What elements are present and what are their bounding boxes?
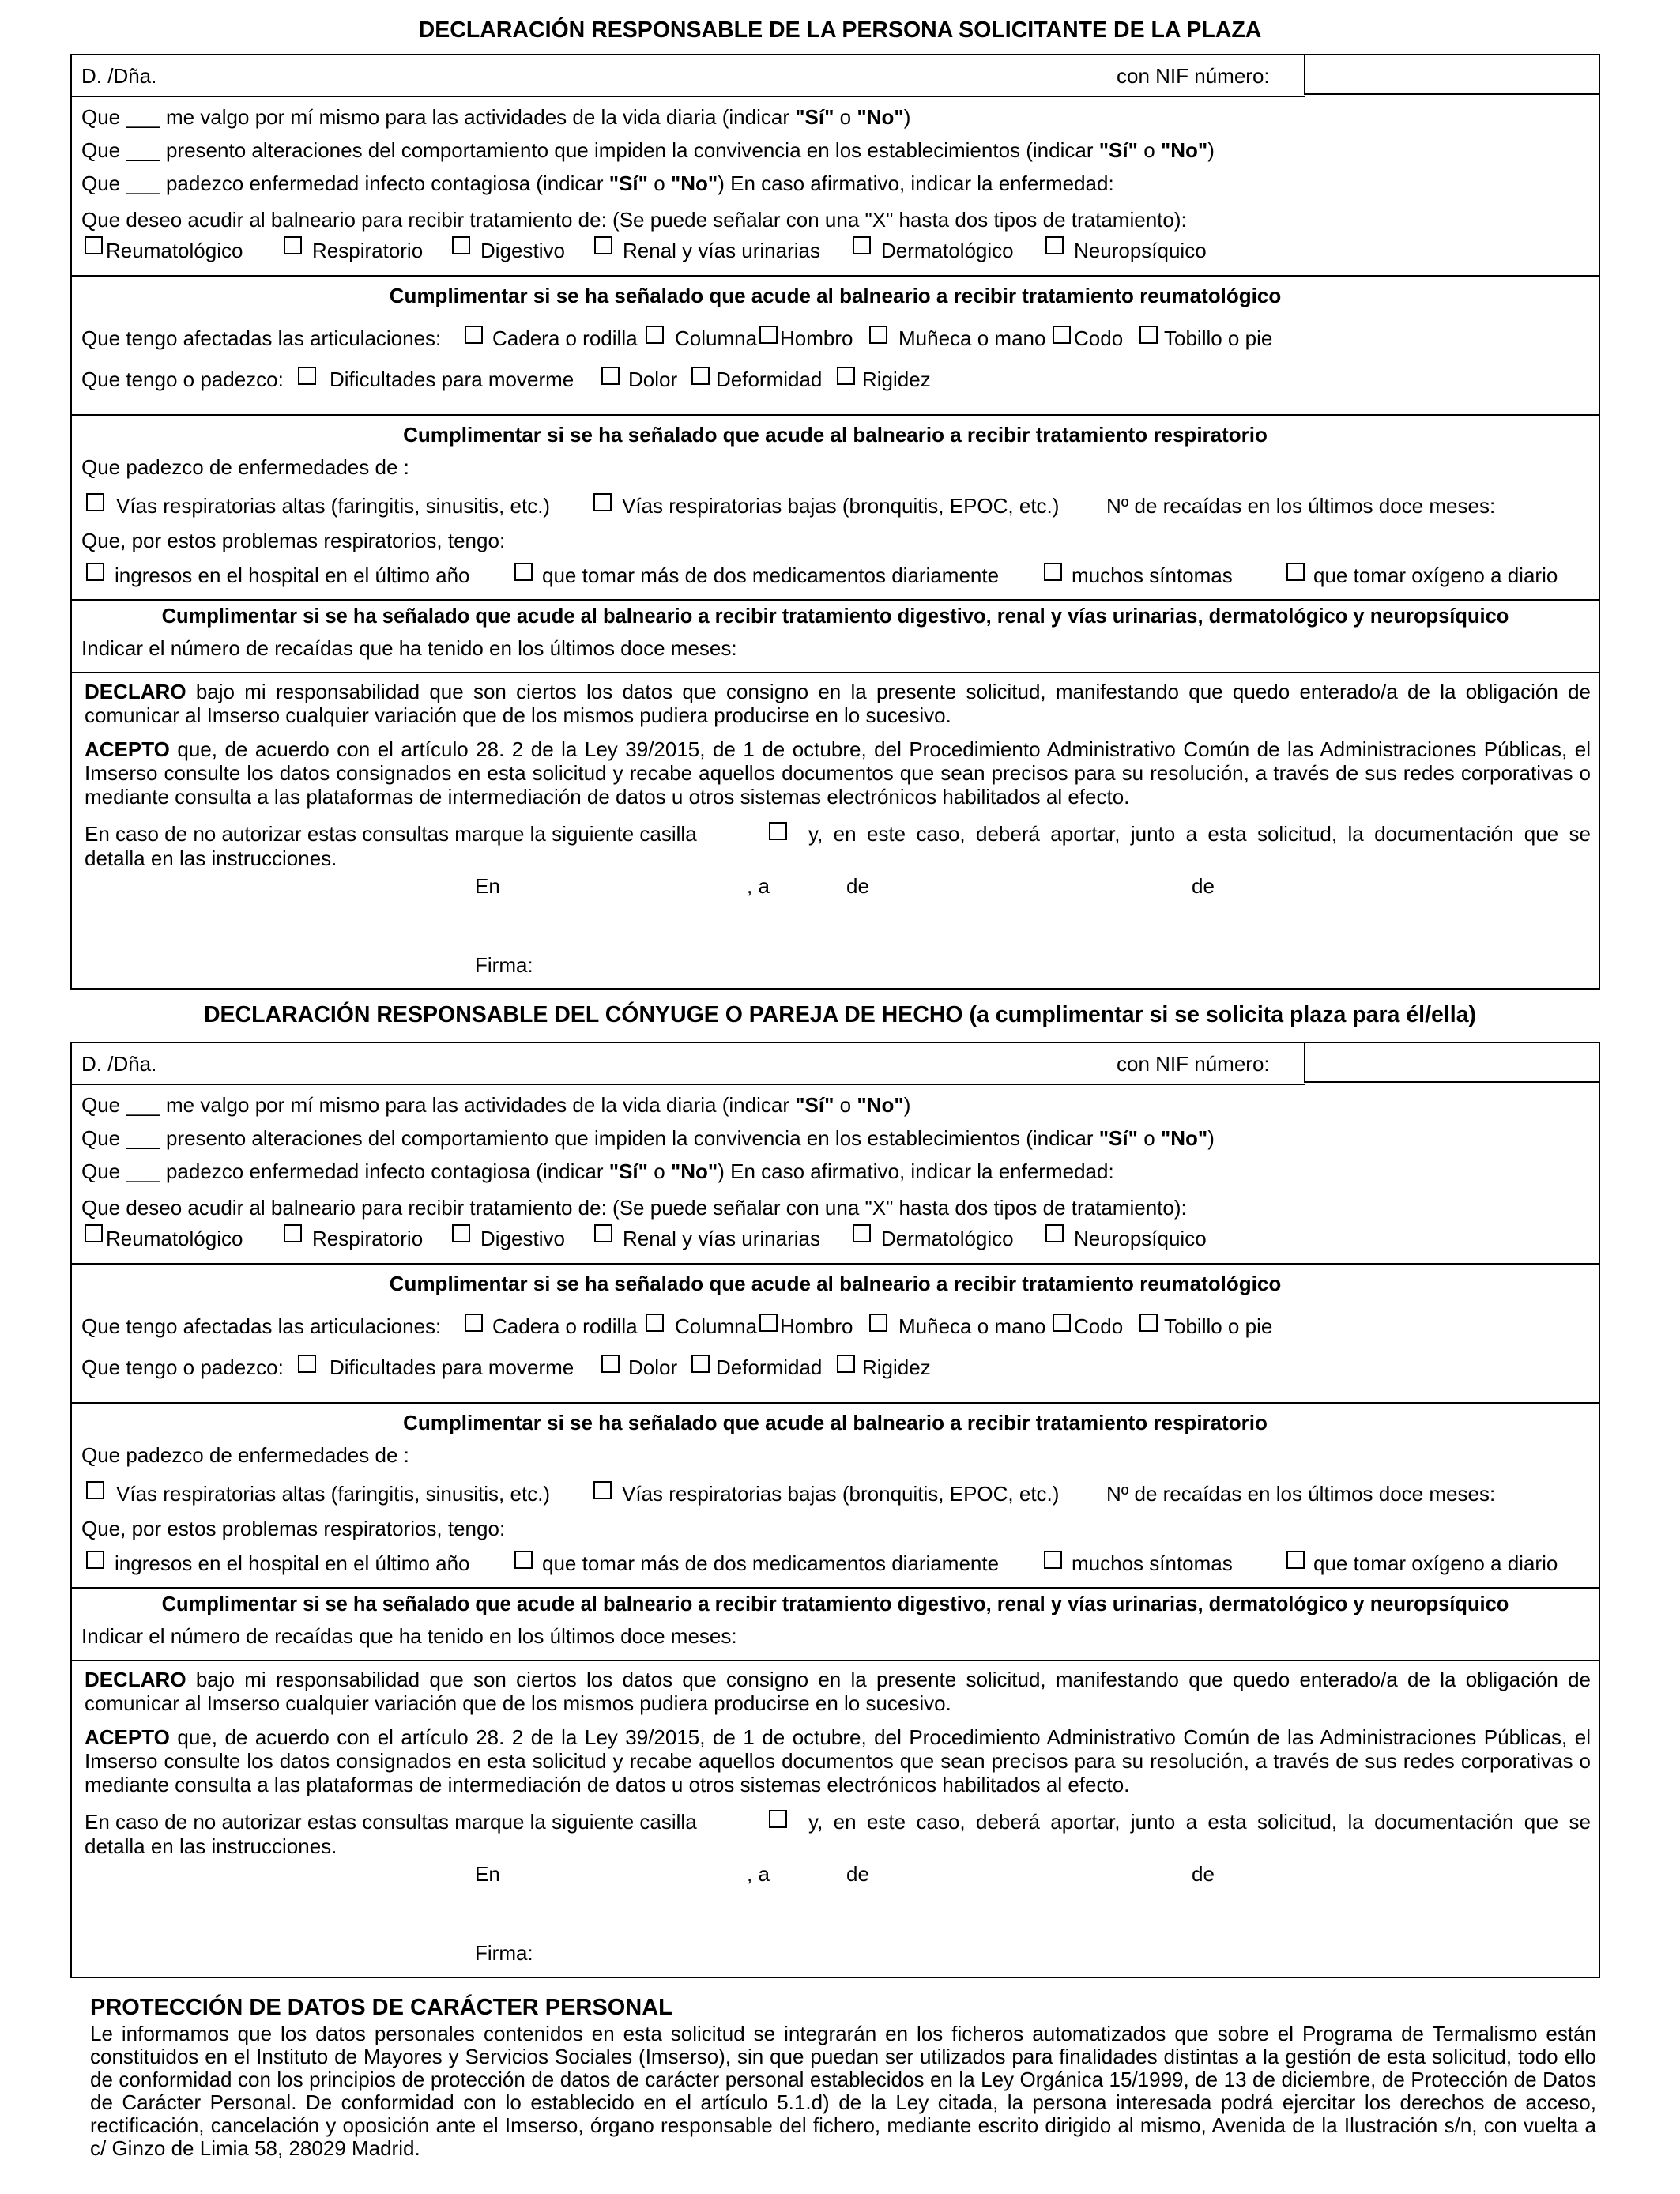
treatment-label: Neuropsíquico [1074,1227,1207,1250]
checkbox-oxigeno[interactable] [1286,563,1305,581]
checkbox-reumatologico[interactable] [85,1224,103,1242]
padezco-option: Dolor [628,1355,678,1379]
recaidas-indicar: Indicar el número de recaídas que ha tenido en los últimos doce meses: [81,1624,737,1648]
section-title-reuma: Cumplimentar si se ha señalado que acude al balneario a recibir tratamiento reumatológico [389,284,1282,307]
articulacion-label: Columna [675,1314,758,1338]
recaidas-label: Nº de recaídas en los últimos doce meses: [1106,1482,1496,1506]
checkbox-rigidez[interactable] [837,1355,855,1373]
question-self-sufficient: Que ___ me valgo por mí mismo para las actividades de la vida diaria (indicar "Sí" o "No") [81,105,911,129]
divider [72,1402,1599,1404]
checkbox-renal[interactable] [594,236,612,254]
checkbox-ingresos[interactable] [86,1551,104,1569]
checkbox-dolor[interactable] [601,1355,620,1373]
divider [72,96,1305,97]
name-label: D. /Dña. [81,64,157,88]
checkbox-medicamentos[interactable] [514,1551,533,1569]
checkbox-columna[interactable] [646,1314,664,1332]
checkbox-respiratorio[interactable] [284,1224,302,1242]
checkbox-digestivo[interactable] [452,1224,470,1242]
divider [72,1084,1305,1085]
treatment-label: Digestivo [480,1227,565,1250]
nif-field[interactable] [1304,55,1599,95]
divider [72,275,1599,277]
resp-option: ingresos en el hospital en el último año [115,1551,470,1575]
checkbox-resp-bajas[interactable] [593,493,612,511]
section-title-resp: Cumplimentar si se ha señalado que acude al balneario a recibir tratamiento respiratorio [403,1411,1268,1434]
resp-problems: Que, por estos problemas respiratorios, tengo: [81,529,506,552]
firma-label: Firma: [475,953,533,977]
checkbox-hombro[interactable] [759,1314,778,1332]
checkbox-ingresos[interactable] [86,563,104,581]
name-label: D. /Dña. [81,1052,157,1076]
articulacion-label: Muñeca o mano [898,326,1046,350]
checkbox-sintomas[interactable] [1044,1551,1062,1569]
section-title-digestivo: Cumplimentar si se ha señalado que acude al balneario a recibir tratamiento digestivo, renal y vías urinarias, dermatológico y neuropsíquico [161,1593,1509,1615]
fecha-a-label: , a [747,1862,770,1886]
resp-option: muchos síntomas [1072,1551,1233,1575]
treatment-label: Renal y vías urinarias [623,1227,820,1250]
checkbox-dermatologico[interactable] [853,1224,871,1242]
checkbox-resp-altas[interactable] [86,1481,104,1499]
form-title-spouse [0,1002,1680,1028]
resp-option: que tomar más de dos medicamentos diariamente [542,1551,1000,1575]
checkbox-reumatologico[interactable] [85,236,103,254]
divider [72,1660,1599,1661]
checkbox-codo[interactable] [1053,1314,1071,1332]
resp-option: que tomar oxígeno a diario [1313,564,1558,587]
articulacion-label: Cadera o rodilla [492,326,638,350]
articulacion-label: Codo [1074,326,1124,350]
divider [72,1587,1599,1589]
recaidas-label: Nº de recaídas en los últimos doce meses: [1106,494,1496,518]
applicant-declaration-form [70,54,1600,990]
padezco-label: Que tengo o padezco: [81,1355,284,1379]
checkbox-digestivo[interactable] [452,236,470,254]
checkbox-dificultades[interactable] [298,367,316,385]
divider [72,414,1599,416]
lugar-label: En [475,874,500,898]
resp-bajas-label: Vías respiratorias bajas (bronquitis, EPOC, etc.) [622,1482,1060,1506]
checkbox-renal[interactable] [594,1224,612,1242]
checkbox-deformidad[interactable] [691,367,710,385]
title-spouse-main: DECLARACIÓN RESPONSABLE DEL CÓNYUGE O PAREJA DE HECHO [203,1002,963,1027]
checkbox-tobillo[interactable] [1139,1314,1158,1332]
padezco-option: Rigidez [862,368,931,391]
resp-intro: Que padezco de enfermedades de : [81,455,409,479]
consultas-text-cont: y, en este caso, deberá aportar, junto a esta solicitud, la documentación que se [808,1810,1591,1834]
fecha-a-label: , a [747,874,770,898]
data-protection-text: Le informamos que los datos personales contenidos en esta solicitud se integrarán en los ficheros automatizados que sobre el Programa de Termalismo están constituidos en el Instituto de Mayores y Servicios Sociales (Imserso), sin que puedan ser utilizados para finalidades distintas a la gestión de esta solicitud, todo ello de conformidad con los principios de protección de datos de carácter personal establecidos en la Ley Orgánica 15/1999, de 13 de diciembre, de Protección de Datos de Carácter Personal. De conformidad con lo establecido en el artículo 5.1.d) de la Ley citada, la persona interesada podrá ejercitar los derechos de acceso, rectificación, cancelación y oposición ante el Imserso, órgano responsable del fichero, mediante escrito dirigido al mismo, Avenida de la Ilustración s/n, con vuelta a c/ Ginzo de Limia 58, 28029 Madrid. [90,2022,1596,2160]
checkbox-hombro[interactable] [759,326,778,344]
lugar-label: En [475,1862,500,1886]
question-contagious: Que ___ padezco enfermedad infecto contagiosa (indicar "Sí" o "No") En caso afirmativo, indicar la enfermedad: [81,172,1114,195]
question-behaviour: Que ___ presento alteraciones del comportamiento que impiden la convivencia en los establecimientos (indicar "Sí" o "No") [81,1126,1215,1150]
padezco-option: Deformidad [716,368,823,391]
checkbox-oxigeno[interactable] [1286,1551,1305,1569]
checkbox-neuropsiquico[interactable] [1045,1224,1064,1242]
treatment-label: Reumatológico [106,1227,243,1250]
resp-option: ingresos en el hospital en el último año [115,564,470,587]
fecha-de-label: de [846,1862,869,1886]
resp-altas-label: Vías respiratorias altas (faringitis, sinusitis, etc.) [116,1482,551,1506]
consultas-text-line2: detalla en las instrucciones. [85,846,337,870]
checkbox-tobillo[interactable] [1139,326,1158,344]
section-title-resp: Cumplimentar si se ha señalado que acude al balneario a recibir tratamiento respiratorio [403,423,1268,447]
articulacion-label: Hombro [780,326,853,350]
fecha-de-label: de [1192,874,1215,898]
data-protection-title: PROTECCIÓN DE DATOS DE CARÁCTER PERSONAL [90,1995,672,2020]
checkbox-cadera[interactable] [465,326,483,344]
treatment-label: Dermatológico [881,239,1014,262]
checkbox-dificultades[interactable] [298,1355,316,1373]
articulacion-label: Cadera o rodilla [492,1314,638,1338]
treatment-label: Neuropsíquico [1074,239,1207,262]
treatment-label: Reumatológico [106,239,243,262]
resp-intro: Que padezco de enfermedades de : [81,1443,409,1467]
section-title-reuma: Cumplimentar si se ha señalado que acude al balneario a recibir tratamiento reumatológico [389,1272,1282,1295]
resp-bajas-label: Vías respiratorias bajas (bronquitis, EPOC, etc.) [622,494,1060,518]
recaidas-indicar: Indicar el número de recaídas que ha tenido en los últimos doce meses: [81,636,737,660]
resp-option: que tomar oxígeno a diario [1313,1551,1558,1575]
declaro-paragraph: DECLARO bajo mi responsabilidad que son ciertos los datos que consigno en la presente solicitud, manifestando que quedo enterado/a de la obligación de comunicar al Imserso cualquier variación que de los mismos pudiera producirse en lo sucesivo. [85,680,1591,727]
treatment-intro: Que deseo acudir al balneario para recibir tratamiento de: (Se puede señalar con una "X" hasta dos tipos de tratamiento): [81,1196,1187,1220]
spouse-declaration-form [70,1042,1600,1978]
treatment-label: Respiratorio [312,239,424,262]
checkbox-rigidez[interactable] [837,367,855,385]
divider [72,672,1599,673]
checkbox-resp-altas[interactable] [86,493,104,511]
checkbox-sintomas[interactable] [1044,563,1062,581]
treatment-intro: Que deseo acudir al balneario para recibir tratamiento de: (Se puede señalar con una "X" hasta dos tipos de tratamiento): [81,208,1187,232]
checkbox-dolor[interactable] [601,367,620,385]
question-behaviour: Que ___ presento alteraciones del comportamiento que impiden la convivencia en los establecimientos (indicar "Sí" o "No") [81,138,1215,162]
checkbox-neuropsiquico[interactable] [1045,236,1064,254]
checkbox-resp-bajas[interactable] [593,1481,612,1499]
fecha-de-label: de [1192,1862,1215,1886]
resp-option: que tomar más de dos medicamentos diariamente [542,564,1000,587]
checkbox-columna[interactable] [646,326,664,344]
title-spouse-note: (a cumplimentar si se solicita plaza para él/ella) [962,1002,1477,1027]
firma-label: Firma: [475,1941,533,1965]
articulaciones-label: Que tengo afectadas las articulaciones: [81,1314,442,1338]
articulaciones-label: Que tengo afectadas las articulaciones: [81,326,442,350]
consultas-text: En caso de no autorizar estas consultas marque la siguiente casilla [85,1810,697,1834]
treatment-label: Respiratorio [312,1227,424,1250]
consultas-text-line2: detalla en las instrucciones. [85,1834,337,1858]
articulacion-label: Muñeca o mano [898,1314,1046,1338]
padezco-label: Que tengo o padezco: [81,368,284,391]
nif-label: con NIF número: [1117,1052,1270,1076]
resp-altas-label: Vías respiratorias altas (faringitis, sinusitis, etc.) [116,494,551,518]
articulacion-label: Tobillo o pie [1164,326,1273,350]
resp-option: muchos síntomas [1072,564,1233,587]
padezco-option: Dificultades para moverme [330,1355,574,1379]
acepto-paragraph: ACEPTO que, de acuerdo con el artículo 28. 2 de la Ley 39/2015, de 1 de octubre, del Procedimiento Administrativo Común de las Administraciones Públicas, el Imserso consulte los datos consignados en esta solicitud y recabe aquellos documentos que sean precisos para su resolución, a través de sus redes corporativas o mediante consulta a las plataformas de intermediación de datos u otros sistemas electrónicos habilitados al efecto. [85,737,1591,809]
section-title-digestivo: Cumplimentar si se ha señalado que acude al balneario a recibir tratamiento digestivo, renal y vías urinarias, dermatológico y neuropsíquico [161,605,1509,628]
padezco-option: Deformidad [716,1355,823,1379]
consultas-text: En caso de no autorizar estas consultas marque la siguiente casilla [85,822,697,846]
resp-problems: Que, por estos problemas respiratorios, tengo: [81,1517,506,1540]
question-contagious: Que ___ padezco enfermedad infecto contagiosa (indicar "Sí" o "No") En caso afirmativo, indicar la enfermedad: [81,1159,1114,1183]
checkbox-cadera[interactable] [465,1314,483,1332]
form-title-applicant: DECLARACIÓN RESPONSABLE DE LA PERSONA SOLICITANTE DE LA PLAZA [418,17,1262,43]
articulacion-label: Columna [675,326,758,350]
checkbox-codo[interactable] [1053,326,1071,344]
treatment-label: Dermatológico [881,1227,1014,1250]
nif-field[interactable] [1304,1043,1599,1083]
question-self-sufficient: Que ___ me valgo por mí mismo para las actividades de la vida diaria (indicar "Sí" o "No") [81,1093,911,1117]
articulacion-label: Tobillo o pie [1164,1314,1273,1338]
checkbox-dermatologico[interactable] [853,236,871,254]
checkbox-no-autorizar[interactable] [769,822,787,840]
articulacion-label: Codo [1074,1314,1124,1338]
fecha-de-label: de [846,874,869,898]
treatment-label: Renal y vías urinarias [623,239,820,262]
checkbox-respiratorio[interactable] [284,236,302,254]
divider [72,1263,1599,1265]
checkbox-medicamentos[interactable] [514,563,533,581]
padezco-option: Rigidez [862,1355,931,1379]
divider [72,599,1599,601]
acepto-paragraph: ACEPTO que, de acuerdo con el artículo 28. 2 de la Ley 39/2015, de 1 de octubre, del Procedimiento Administrativo Común de las Administraciones Públicas, el Imserso consulte los datos consignados en esta solicitud y recabe aquellos documentos que sean precisos para su resolución, a través de sus redes corporativas o mediante consulta a las plataformas de intermediación de datos u otros sistemas electrónicos habilitados al efecto. [85,1725,1591,1796]
padezco-option: Dolor [628,368,678,391]
checkbox-muneca[interactable] [869,1314,887,1332]
checkbox-deformidad[interactable] [691,1355,710,1373]
treatment-label: Digestivo [480,239,565,262]
nif-label: con NIF número: [1117,64,1270,88]
checkbox-muneca[interactable] [869,326,887,344]
checkbox-no-autorizar[interactable] [769,1810,787,1828]
articulacion-label: Hombro [780,1314,853,1338]
consultas-text-cont: y, en este caso, deberá aportar, junto a esta solicitud, la documentación que se [808,822,1591,846]
declaro-paragraph: DECLARO bajo mi responsabilidad que son ciertos los datos que consigno en la presente solicitud, manifestando que quedo enterado/a de la obligación de comunicar al Imserso cualquier variación que de los mismos pudiera producirse en lo sucesivo. [85,1668,1591,1715]
padezco-option: Dificultades para moverme [330,368,574,391]
